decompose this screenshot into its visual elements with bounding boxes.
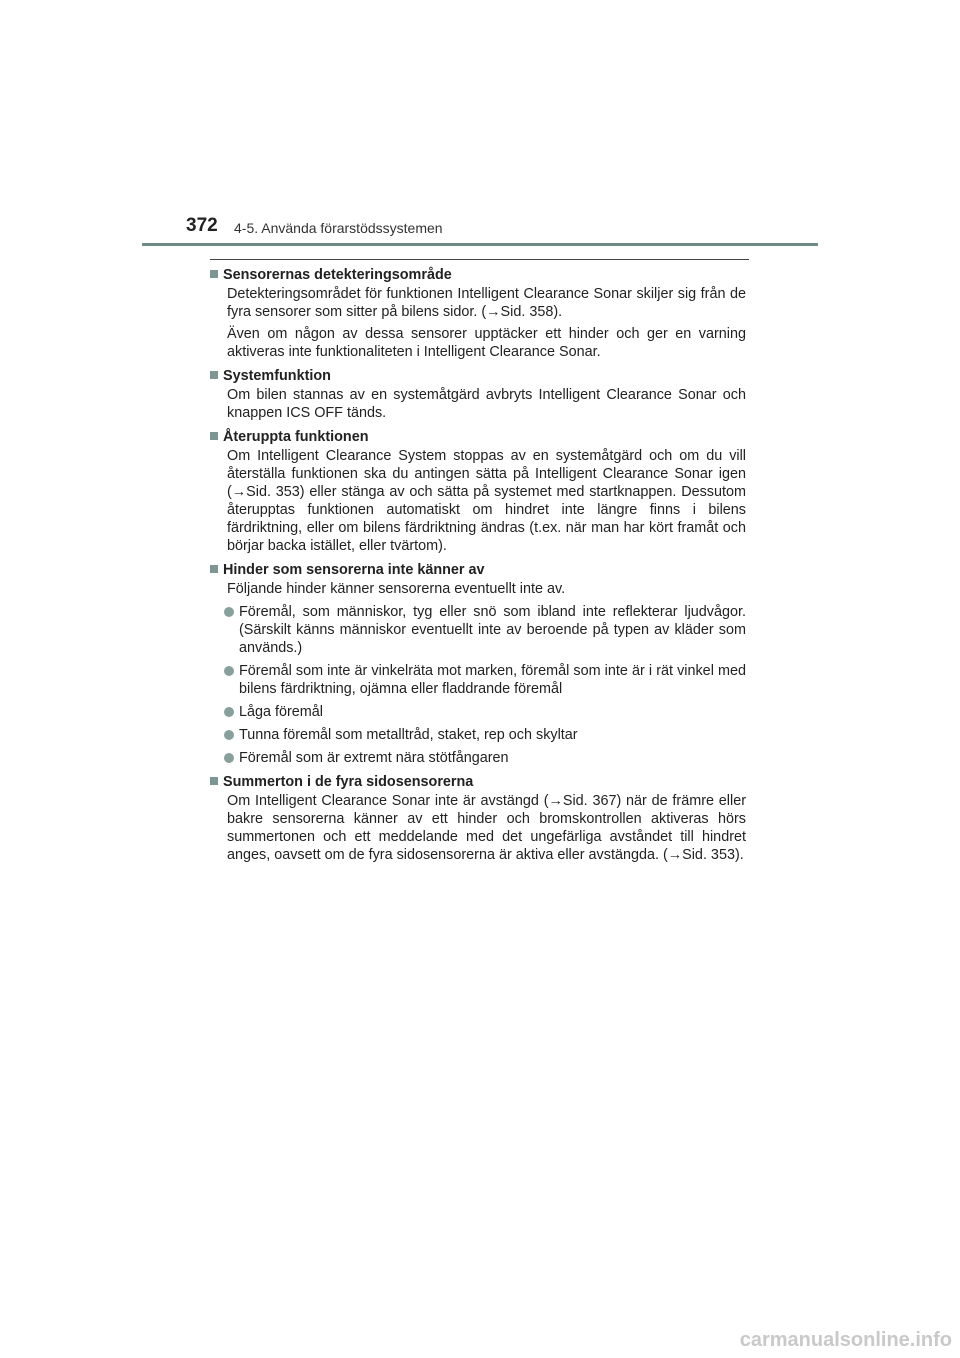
square-bullet-icon [210, 565, 218, 573]
list-item-text: Tunna föremål som metalltråd, staket, rep och skyltar [239, 727, 578, 743]
section-heading [210, 773, 746, 791]
section-title: Återuppta funktionen [223, 429, 369, 445]
list-item [224, 749, 746, 767]
section-title: Systemfunktion [223, 368, 331, 384]
list-item [224, 703, 746, 721]
square-bullet-icon [210, 371, 218, 379]
section-undetected-obstacles [210, 561, 746, 767]
page-number: 372 [186, 215, 218, 236]
section-paragraph: Om Intelligent Clearance System stoppas av en systemåtgärd och om du vill återställa funktionen ska du antingen sätta på Intelligent Clearance Sonar igen (→Sid. 353) eller stänga av och sätta på systemet med startknappen. Dessutom återupptas funktionen automatiskt om hindret inte längre finns i bilens färdriktning, eller om bilens färdriktning ändras (t.ex. när man har kört framåt och börjar backa istället, eller tvärtom). [227, 448, 746, 554]
section-title: Sensorernas detekteringsområde [223, 267, 452, 283]
list-item-text: Låga föremål [239, 704, 323, 720]
section-paragraph: Även om någon av dessa sensorer upptäcker ett hinder och ger en varning aktiveras inte funktionaliteten i Intelligent Clearance Sonar. [227, 326, 746, 360]
section-heading [210, 266, 746, 284]
section-heading [210, 428, 746, 446]
circle-bullet-icon [224, 707, 234, 717]
square-bullet-icon [210, 777, 218, 785]
list-item [224, 603, 746, 657]
section-title: Hinder som sensorerna inte känner av [223, 562, 485, 578]
section-paragraph: Om bilen stannas av en systemåtgärd avbryts Intelligent Clearance Sonar och knappen ICS OFF tänds. [227, 387, 746, 421]
section-detection-area [210, 266, 746, 361]
section-heading [210, 367, 746, 385]
section-heading [210, 561, 746, 579]
page-header [0, 0, 960, 250]
section-resume-function [210, 428, 746, 555]
circle-bullet-icon [224, 607, 234, 617]
watermark: carmanualsonline.info [739, 1329, 952, 1351]
list-item-text: Föremål som inte är vinkelräta mot marken, föremål som inte är i rät vinkel med bilens färdriktning, ojämna eller fladdrande föremål [239, 663, 746, 697]
list-item [224, 662, 746, 698]
page-content [210, 266, 746, 868]
list-item-text: Föremål, som människor, tyg eller snö som ibland inte reflekterar ljudvågor. (Särskilt känns människor eventuellt inte av beroende på typen av kläder som används.) [239, 604, 746, 656]
chapter-title: 4-5. Använda förarstödssystemen [234, 220, 443, 236]
section-paragraph: Detekteringsområdet för funktionen Intelligent Clearance Sonar skiljer sig från de fyra sensorer som sitter på bilens sidor. (→Sid. 358). [227, 286, 746, 320]
section-side-sensor-buzzer [210, 773, 746, 864]
section-title: Summerton i de fyra sidosensorerna [223, 774, 474, 790]
circle-bullet-icon [224, 753, 234, 763]
circle-bullet-icon [224, 730, 234, 740]
section-paragraph: Om Intelligent Clearance Sonar inte är avstängd (→Sid. 367) när de främre eller bakre sensorerna känner av ett hinder och bromskontrollen aktiveras hörs summertonen och ett meddelande med det ungefärliga avståndet till hindret anges, oavsett om de fyra sidosensorerna är aktiva eller avstängda. (→Sid. 353). [227, 793, 746, 863]
square-bullet-icon [210, 270, 218, 278]
square-bullet-icon [210, 432, 218, 440]
circle-bullet-icon [224, 666, 234, 676]
section-intro: Följande hinder känner sensorerna eventuellt inte av. [227, 581, 566, 597]
list-item-text: Föremål som är extremt nära stötfångaren [239, 750, 509, 766]
header-divider [142, 243, 818, 246]
section-system-function [210, 367, 746, 422]
content-divider [210, 259, 749, 260]
list-item [224, 726, 746, 744]
